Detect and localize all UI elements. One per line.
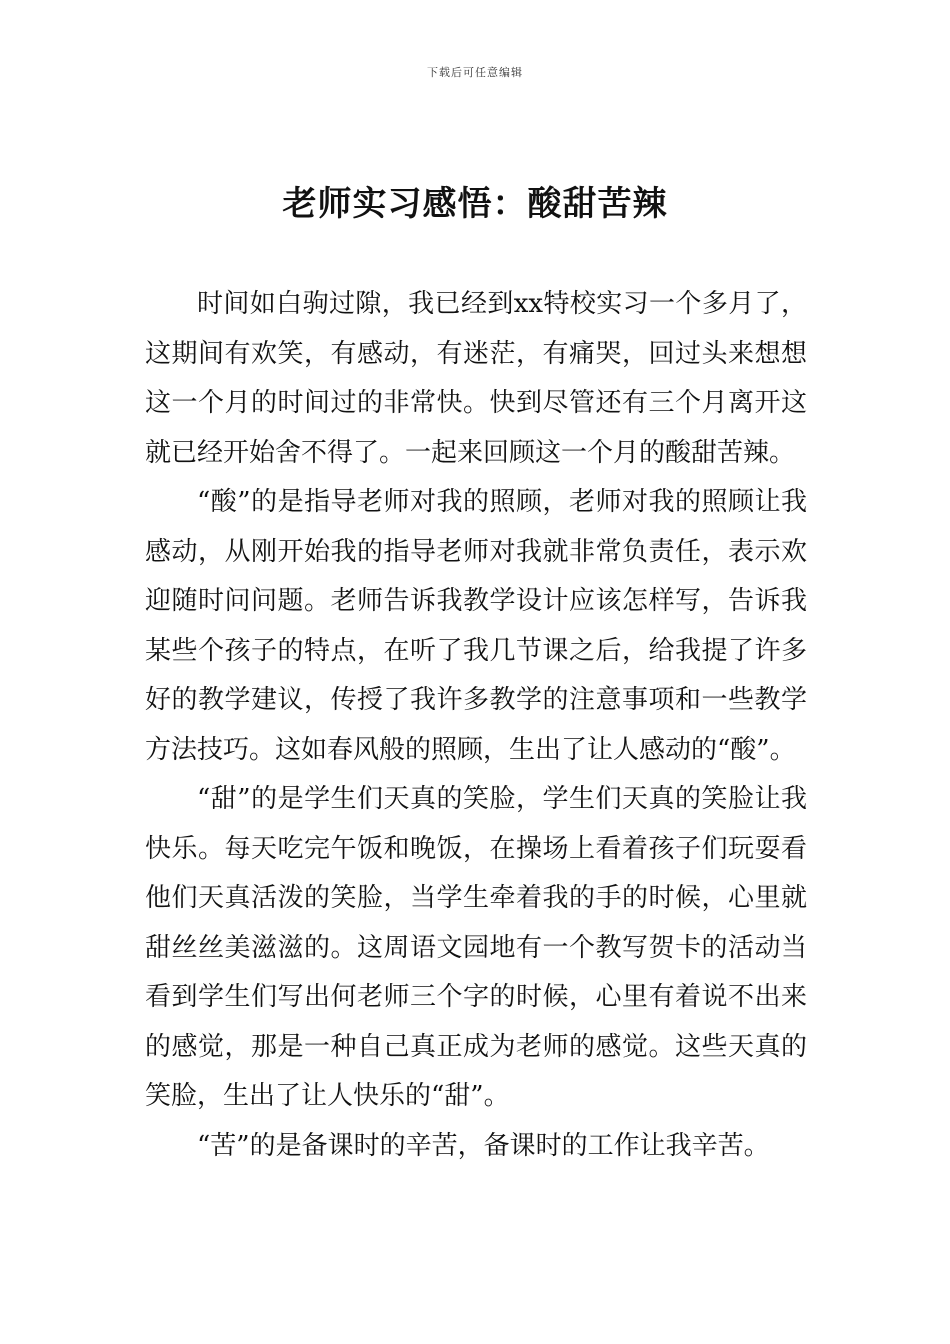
document-title: 老师实习感悟：酸甜苦辣 <box>282 184 668 224</box>
header-note: 下载后可任意编辑 <box>427 66 523 79</box>
document-body <box>145 280 807 1171</box>
paragraph-bitter: “苦”的是备课时的辛苦，备课时的工作让我辛苦。 <box>197 1130 770 1161</box>
paragraph-sweet: “甜”的是学生们天真的笑脸，学生们天真的笑脸让我快乐。每天吃完午饭和晚饭，在操场上看着孩子们玩耍看他们天真活泼的笑脸，当学生牵着我的手的时候，心里就甜丝丝美滋滋的。这周语文园地有一个教写贺卡的活动当看到学生们写出何老师三个字的时候，心里有着说不出来的感觉，那是一种自己真正成为老师的感觉。这些天真的笑脸，生出了让人快乐的“甜”。 <box>145 784 807 1111</box>
paragraph-intro: 时间如白驹过隙，我已经到xx特校实习一个多月了，这期间有欢笑，有感动，有迷茫，有痛哭，回过头来想想这一个月的时间过的非常快。快到尽管还有三个月离开这就已经开始舍不得了。一起来回顾这一个月的酸甜苦辣。 <box>145 289 807 468</box>
paragraph-sour: “酸”的是指导老师对我的照顾，老师对我的照顾让我感动，从刚开始我的指导老师对我就非常负责任，表示欢迎随时问问题。老师告诉我教学设计应该怎样写，告诉我某些个孩子的特点，在听了我几节课之后，给我提了许多好的教学建议，传授了我许多教学的注意事项和一些教学方法技巧。这如春风般的照顾，生出了让人感动的“酸”。 <box>145 487 807 765</box>
